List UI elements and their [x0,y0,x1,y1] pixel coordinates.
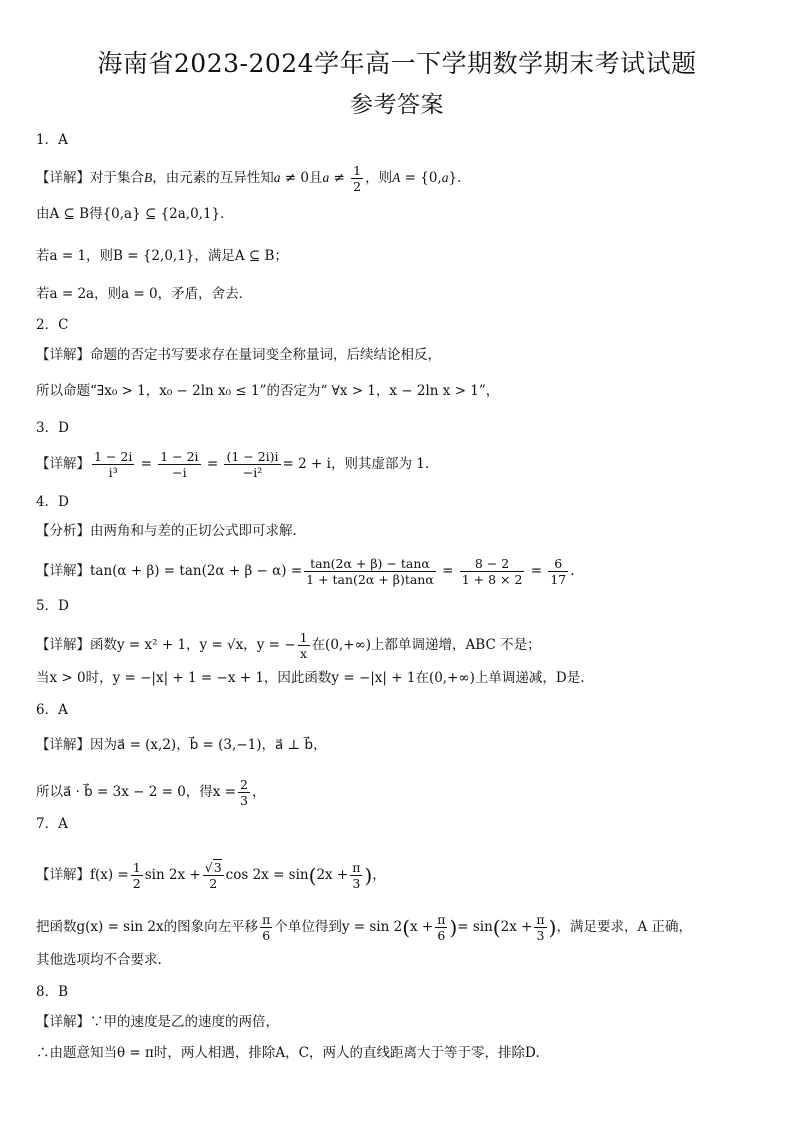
q2-detail-line2: 所以命题“∃x₀ > 1，x₀ − 2ln x₀ ≤ 1”的否定为“ ∀x > 1，x − 2ln x > 1”， [36,383,500,399]
page-title: 海南省2023-2024学年高一下学期数学期末考试试题 [97,49,697,78]
q6-answer: 6．A [36,702,68,718]
fraction: $\frac{1}{2}$ [353,163,362,194]
fraction: $\frac{1 - 2i}{-i}$ [160,449,199,480]
q8-detail-line2: ∴由题意知当θ = π时，两人相遇，排除A，C，两人的直线距离大于等于零，排除D. [36,1045,540,1061]
q7-detail-line3: 其他选项均不合要求. [36,952,162,968]
fraction: $\frac{\pi}{6}$ [262,912,271,943]
q5-detail-line2: 当x > 0时，y = −|x| + 1 = −x + 1，因此函数y = −|x| + 1在(0,+∞)上单调递减，D是. [36,670,585,686]
q7-detail-line1: 【详解】f(x) = $\frac{1}{2}$ sin 2x + $\frac{√3}{2}$ cos 2x = sin(2x + $\frac{\pi}{3}$ )， [36,860,386,891]
q1-answer: 1．A [36,132,68,148]
q4-detail: 【详解】tan(α + β) = tan(2α + β − α) = $\frac{\tan(2\alpha + \beta) - \tan\alpha}{1 + \tan(2\alpha + \beta)\tan\alpha}$ = $\frac{8 - 2}{1 + 8 \times 2}$ = $\frac{6}{17}$ . [36,556,575,587]
q3-answer: 3．D [36,420,69,436]
q2-answer: 2．C [36,317,69,333]
page-subtitle: 参考答案 [350,92,444,118]
fraction: $\frac{6}{17}$ [550,556,567,587]
q5-detail-line1: 【详解】函数y = x² + 1，y = √x，y = − $\frac{1}{x}$ 在(0,+∞)上都单调递增，ABC 不是； [36,630,541,661]
q7-answer: 7．A [36,816,68,832]
q4-analysis: 【分析】由两角和与差的正切公式即可求解. [36,523,297,539]
q6-detail-line2: 所以a⃗ · b⃗ = 3x − 2 = 0，得x = $\frac{2}{3}$ ， [36,777,266,808]
fraction: $\frac{2}{3}$ [240,777,248,808]
fraction: $\frac{1 - 2i}{\text{i³}}$ [94,449,133,480]
fraction: $\frac{8 - 2}{1 + 8 \times 2}$ [461,556,523,587]
q7-detail-line2: 把函数g(x) = sin 2x的图象向左平移 $\frac{\pi}{6}$ 个单位得到y = sin 2(x + $\frac{\pi}{6}$ )= sin(2x + $\frac{\pi}{3}$ )，满足要求，A 正确， [36,912,692,943]
q8-detail-line1: 【详解】∵甲的速度是乙的速度的两倍， [36,1014,279,1030]
q8-answer: 8．B [36,984,69,1000]
q5-answer: 5．D [36,598,69,614]
fraction: $\frac{\pi}{3}$ [536,912,545,943]
q3-detail: 【详解】 $\frac{1 - 2i}{\text{i³}}$ = $\frac{1 - 2i}{-i}$ = $\frac{(1 - 2i)i}{\text{−i²}}$ = 2 + i，则其虚部为 1. [36,449,430,480]
q2-detail-line1: 【详解】命题的否定书写要求存在量词变全称量词，后续结论相反， [36,347,441,363]
q1-detail-line3: 若a = 1，则B = {2,0,1}，满足A ⊆ B； [36,248,288,264]
q6-detail-line1: 【详解】因为a⃗ = (x,2)，b⃗ = (3,−1)，a⃗ ⊥ b⃗， [36,737,327,753]
q4-answer: 4．D [36,494,69,510]
q1-detail-line2: 由A ⊆ B得{0,a} ⊆ {2a,0,1}． [36,206,234,222]
detail-tag: 【详解】 [36,170,90,186]
fraction: $\frac{\pi}{3}$ [352,860,361,891]
fraction: $\frac{1}{2}$ [132,860,141,891]
q1-detail-line4: 若a = 2a，则a = 0，矛盾，舍去． [36,286,253,302]
fraction: $\frac{1}{x}$ [299,630,308,661]
q1-detail-line1: 【详解】对于集合B，由元素的互异性知a ≠ 0且a ≠ $\frac{1}{2}$ ，则A = {0,a}． [36,163,471,194]
fraction: $\frac{√3}{2}$ [204,860,222,891]
fraction: $\frac{\tan(2\alpha + \beta) - \tan\alpha}{1 + \tan(2\alpha + \beta)\tan\alpha}$ [306,556,434,587]
fraction: $\frac{\pi}{6}$ [437,912,446,943]
analysis-tag: 【分析】 [36,523,90,539]
fraction: $\frac{(1 - 2i)i}{\text{−i²}}$ [226,449,279,480]
